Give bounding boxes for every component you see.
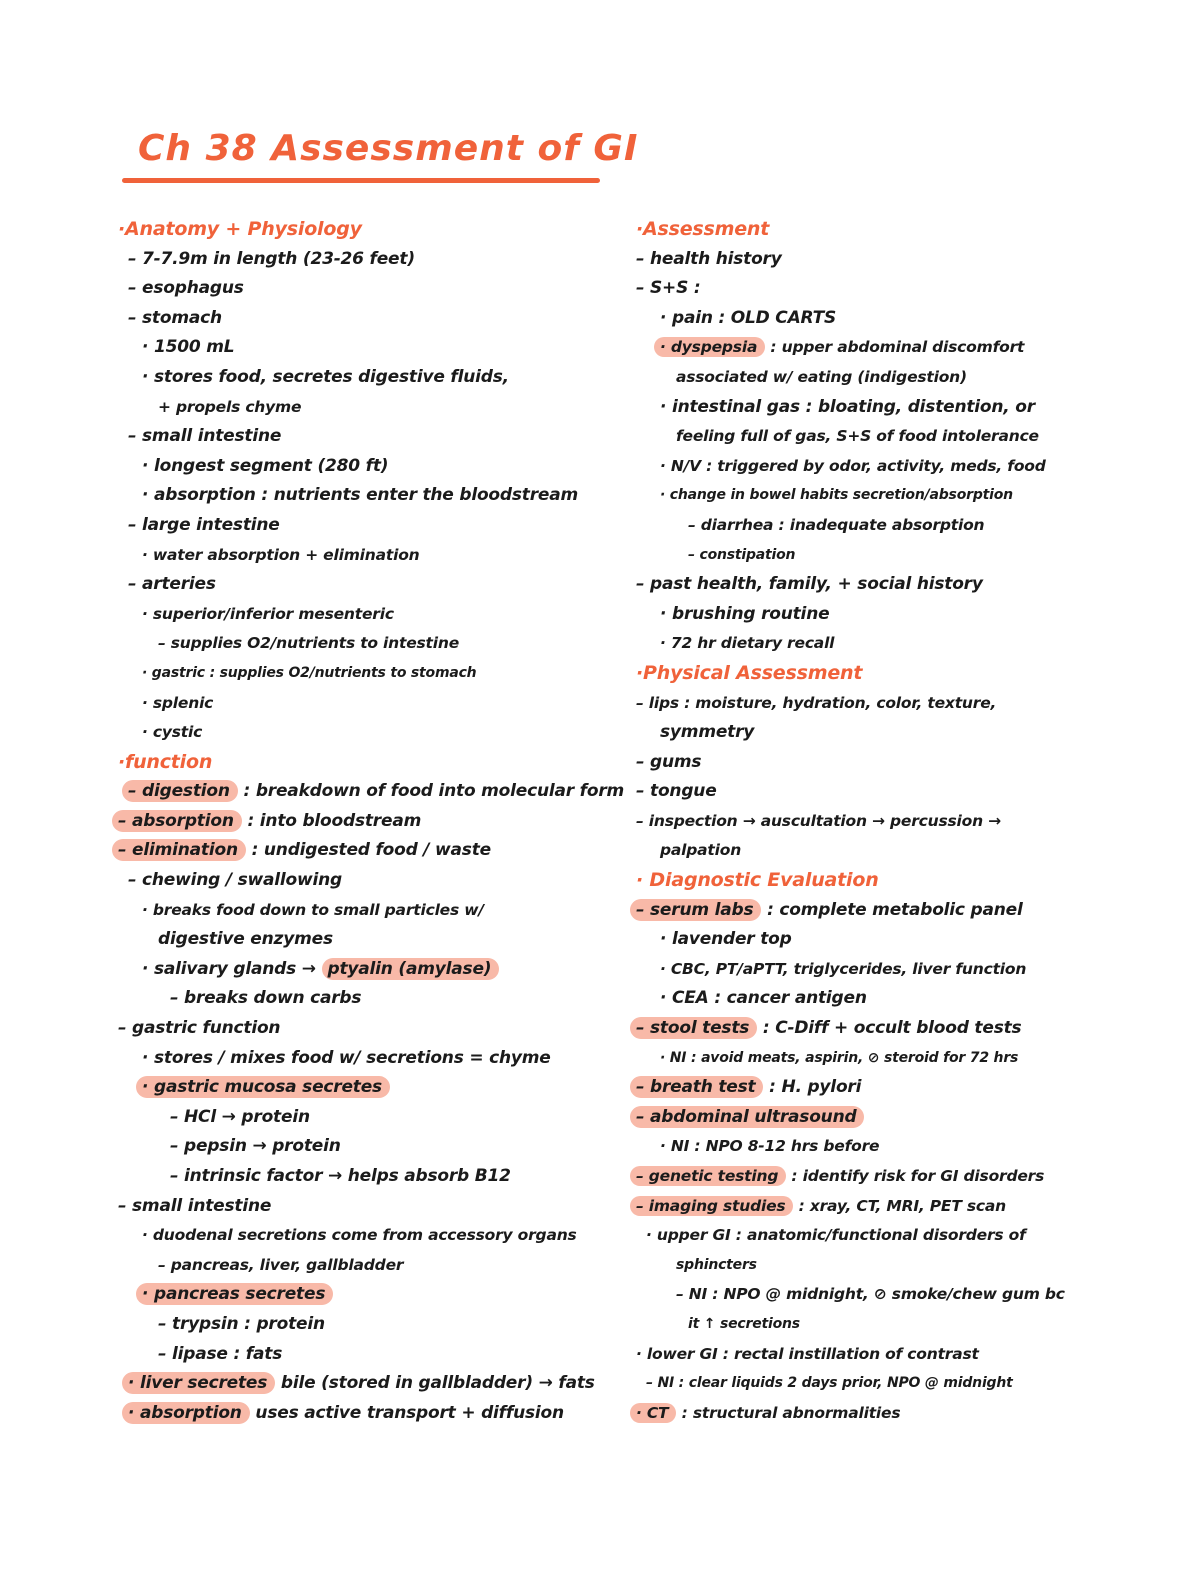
note-line [118, 541, 636, 571]
note-line [118, 1162, 636, 1192]
note-line [636, 1280, 1104, 1310]
note-line [118, 659, 636, 689]
note-text: · NI : NPO 8-12 hrs before [660, 1137, 880, 1156]
note-text: ·Assessment [636, 218, 770, 240]
section-heading [118, 748, 636, 778]
note-text: : breakdown of food into molecular form [237, 781, 625, 802]
highlighted-term: – elimination [112, 839, 246, 861]
note-text: ·Physical Assessment [636, 661, 863, 684]
note-line [636, 689, 1104, 719]
note-line [636, 1162, 1104, 1192]
note-text: – inspection → auscultation → percussion → [636, 811, 1001, 830]
note-line [118, 481, 636, 511]
note-text: ·Anatomy + Physiology [118, 218, 362, 240]
highlighted-term: · absorption [122, 1402, 250, 1424]
highlighted-term: – imaging studies [630, 1196, 793, 1216]
note-line [118, 1251, 636, 1281]
note-line [118, 511, 636, 541]
note-line [118, 274, 636, 304]
note-line [118, 896, 636, 926]
note-line [636, 1399, 1104, 1429]
note-line [118, 777, 636, 807]
title-underline [122, 178, 600, 183]
note-text: · brushing routine [660, 603, 830, 624]
note-text: · change in bowel habits secretion/absorption [660, 487, 1013, 504]
note-line [636, 1192, 1104, 1222]
note-line [636, 1251, 1104, 1281]
note-line [636, 955, 1104, 985]
note-text: · 1500 mL [142, 337, 235, 358]
note-line [636, 1103, 1104, 1133]
note-line [118, 984, 636, 1014]
note-line [118, 393, 636, 423]
note-line [118, 363, 636, 393]
section-heading [636, 215, 1104, 245]
note-text: – pepsin → protein [170, 1136, 341, 1157]
note-text: – chewing / swallowing [128, 870, 343, 891]
note-text: – HCl → protein [170, 1106, 310, 1127]
highlighted-term: – abdominal ultrasound [630, 1106, 864, 1128]
note-text: – intrinsic factor → helps absorb B12 [170, 1166, 511, 1186]
note-line [636, 629, 1104, 659]
note-text: – NI : clear liquids 2 days prior, NPO @ midnight [646, 1375, 1013, 1392]
note-line [118, 925, 636, 955]
highlighted-term: – genetic testing [630, 1166, 786, 1186]
note-text: – small intestine [128, 426, 282, 447]
highlighted-term: · dyspepsia [654, 337, 765, 357]
note-text: : into bloodstream [241, 810, 422, 831]
note-text: · absorption : nutrients enter the bloodstream [142, 485, 579, 506]
note-line [636, 1014, 1104, 1044]
note-line [118, 1073, 636, 1103]
note-line [636, 333, 1104, 363]
note-text: – large intestine [128, 514, 280, 535]
note-line [118, 689, 636, 719]
note-line [636, 1221, 1104, 1251]
note-line [636, 1044, 1104, 1074]
note-line [636, 777, 1104, 807]
note-text: + propels chyme [158, 397, 302, 416]
note-line [118, 1399, 636, 1429]
note-line [636, 422, 1104, 452]
note-line [118, 1310, 636, 1340]
note-text: : structural abnormalities [676, 1403, 901, 1422]
note-text: · stores food, secretes digestive fluids, [142, 366, 509, 387]
note-text: · gastric : supplies O2/nutrients to stomach [142, 664, 477, 681]
note-text: – diarrhea : inadequate absorption [688, 515, 985, 534]
note-text: : xray, CT, MRI, PET scan [793, 1196, 1007, 1215]
note-line [636, 541, 1104, 571]
section-heading [636, 866, 1104, 896]
note-text: · N/V : triggered by odor, activity, meds, food [660, 456, 1046, 475]
highlighted-term: ptyalin (amylase) [322, 958, 500, 980]
note-text: digestive enzymes [158, 929, 333, 950]
note-text: – 7-7.9m in length (23-26 feet) [128, 248, 415, 269]
note-text: ·function [118, 750, 213, 773]
note-text: – NI : NPO @ midnight, ⊘ smoke/chew gum bc [676, 1285, 1065, 1304]
highlighted-term: – serum labs [630, 899, 761, 921]
note-text: · CEA : cancer antigen [660, 988, 867, 1009]
note-text: · pain : OLD CARTS [660, 307, 837, 328]
note-line [636, 748, 1104, 778]
note-line [118, 304, 636, 334]
note-line [118, 1044, 636, 1074]
note-text: palpation [660, 841, 742, 860]
note-text: : C-Diff + occult blood tests [757, 1018, 1022, 1039]
note-text: – lipase : fats [158, 1343, 283, 1364]
left-column [118, 215, 636, 1428]
note-text: – constipation [688, 546, 796, 563]
note-text: · longest segment (280 ft) [142, 455, 389, 476]
note-line [636, 1369, 1104, 1399]
note-text: – trypsin : protein [158, 1313, 325, 1334]
page-title: Ch 38 Assessment of GI [138, 128, 639, 169]
note-text: · stores / mixes food w/ secretions = chyme [142, 1047, 551, 1068]
note-text: · intestinal gas : bloating, distention, or [660, 396, 1035, 417]
note-text: · 72 hr dietary recall [660, 634, 835, 653]
note-line [118, 245, 636, 275]
note-text: : undigested food / waste [245, 840, 491, 861]
note-text: · CBC, PT/aPTT, triglycerides, liver function [660, 959, 1027, 978]
note-line [636, 1310, 1104, 1340]
note-line [118, 570, 636, 600]
highlighted-term: – breath test [630, 1076, 763, 1098]
note-text: – health history [636, 248, 782, 269]
note-text: · NI : avoid meats, aspirin, ⊘ steroid for 72 hrs [660, 1049, 1019, 1066]
note-line [636, 1073, 1104, 1103]
note-line [118, 333, 636, 363]
note-text: · cystic [142, 723, 203, 742]
note-line [636, 1132, 1104, 1162]
note-text: – past health, family, + social history [636, 574, 983, 595]
highlighted-term: – stool tests [630, 1017, 757, 1039]
note-text: uses active transport + diffusion [249, 1402, 564, 1423]
note-text: – S+S : [636, 278, 701, 299]
right-column [636, 215, 1104, 1428]
section-heading [636, 659, 1104, 689]
note-line [636, 245, 1104, 275]
highlighted-term: · liver secretes [122, 1372, 275, 1394]
note-text: · water absorption + elimination [142, 545, 420, 564]
note-text: · superior/inferior mesenteric [142, 604, 394, 623]
note-line [118, 600, 636, 630]
note-line [636, 925, 1104, 955]
highlighted-term: · pancreas secretes [136, 1283, 333, 1305]
note-line [118, 1221, 636, 1251]
note-text: · breaks food down to small particles w/ [142, 900, 484, 919]
note-line [118, 1340, 636, 1370]
note-line [118, 1132, 636, 1162]
note-line [636, 274, 1104, 304]
note-text: · salivary glands → [142, 958, 322, 979]
note-line [118, 807, 636, 837]
note-line [636, 452, 1104, 482]
note-text: bile (stored in gallbladder) → fats [275, 1373, 595, 1394]
note-text: · upper GI : anatomic/functional disorders of [646, 1226, 1026, 1245]
note-text: feeling full of gas, S+S of food intolerance [676, 427, 1039, 446]
note-line [636, 836, 1104, 866]
note-line [636, 304, 1104, 334]
note-line [636, 511, 1104, 541]
note-text: – arteries [128, 574, 216, 595]
note-text: associated w/ eating (indigestion) [676, 367, 967, 386]
note-text: · duodenal secretions come from accessory organs [142, 1226, 577, 1245]
note-line [118, 422, 636, 452]
note-text: · lavender top [660, 929, 792, 950]
note-text: – small intestine [118, 1195, 272, 1216]
note-text: – pancreas, liver, gallbladder [158, 1255, 404, 1274]
note-text: – gums [636, 751, 702, 772]
note-text: : complete metabolic panel [761, 899, 1023, 920]
highlighted-term: – digestion [122, 780, 238, 802]
note-text: – esophagus [128, 278, 244, 299]
note-line [118, 866, 636, 896]
note-line [636, 600, 1104, 630]
note-line [636, 393, 1104, 423]
note-line [636, 481, 1104, 511]
note-text: it ↑ secretions [688, 1315, 800, 1332]
section-heading [118, 215, 636, 245]
note-line [118, 1280, 636, 1310]
note-line [118, 718, 636, 748]
note-text: – lips : moisture, hydration, color, texture, [636, 693, 997, 712]
note-line [118, 629, 636, 659]
note-line [636, 984, 1104, 1014]
note-line [636, 570, 1104, 600]
note-text: sphincters [676, 1256, 757, 1273]
note-line [636, 807, 1104, 837]
note-line [636, 1340, 1104, 1370]
note-line [118, 1369, 636, 1399]
note-text: : H. pylori [763, 1077, 862, 1098]
note-text: symmetry [660, 722, 755, 743]
note-line [118, 1103, 636, 1133]
note-line [636, 363, 1104, 393]
note-text: · Diagnostic Evaluation [636, 869, 879, 892]
note-text: · lower GI : rectal instillation of contrast [636, 1344, 979, 1363]
highlighted-term: · gastric mucosa secretes [136, 1076, 390, 1098]
note-text: – supplies O2/nutrients to intestine [158, 634, 460, 653]
highlighted-term: · CT [630, 1403, 676, 1423]
note-line [118, 836, 636, 866]
note-text: : upper abdominal discomfort [765, 338, 1025, 357]
note-line [636, 896, 1104, 926]
note-line [118, 955, 636, 985]
note-text: – stomach [128, 307, 222, 328]
note-line [118, 452, 636, 482]
note-text: · splenic [142, 693, 214, 712]
note-text: – tongue [636, 781, 717, 802]
note-text: : identify risk for GI disorders [786, 1167, 1045, 1185]
note-line [636, 718, 1104, 748]
highlighted-term: – absorption [112, 810, 242, 832]
note-text: – gastric function [118, 1018, 281, 1039]
note-text: – breaks down carbs [170, 988, 362, 1009]
note-line [118, 1192, 636, 1222]
note-line [118, 1014, 636, 1044]
